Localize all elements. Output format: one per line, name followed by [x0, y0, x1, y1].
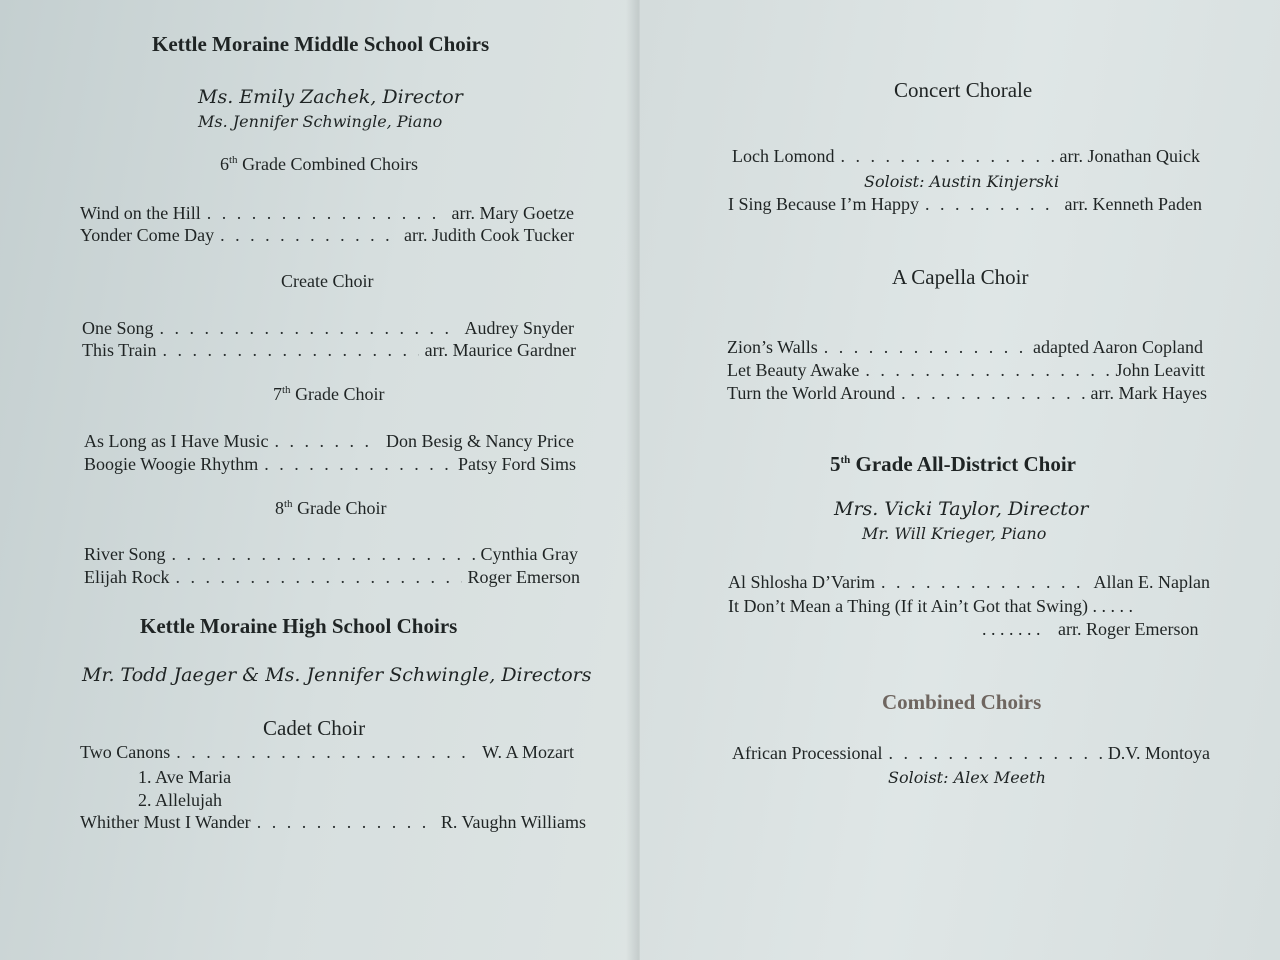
hs-directors: Mr. Todd Jaeger & Ms. Jennifer Schwingle, Directors	[82, 664, 592, 686]
chorale-soloist: Soloist: Austin Kinjerski	[864, 172, 1060, 191]
fifth-grade-heading: 5th Grade All-District Choir	[830, 452, 1076, 476]
program-row: Two Canons . . . W. A Mozart	[80, 742, 574, 763]
concert-chorale-heading: Concert Chorale	[894, 78, 1033, 102]
combined-soloist: Soloist: Alex Meeth	[888, 768, 1046, 787]
sixth-grade-heading: 6th Grade Combined Choirs	[220, 154, 419, 174]
program-row: Whither Must I Wander . . . R. Vaughn Williams	[80, 812, 586, 833]
seventh-grade-heading: 7th Grade Choir	[273, 384, 385, 404]
program-row: Wind on the Hill . . . arr. Mary Goetze	[80, 203, 574, 224]
g5-item2-title: It Don’t Mean a Thing (If it Ain’t Got that Swing) . . . . .	[728, 596, 1133, 616]
middle-school-title: Kettle Moraine Middle School Choirs	[152, 32, 490, 56]
program-row: Yonder Come Day . . . arr. Judith Cook Tucker	[80, 225, 574, 246]
acapella-heading: A Capella Choir	[892, 265, 1029, 289]
program-row: As Long as I Have Music . . . Don Besig & Nancy Price	[84, 431, 574, 452]
cadet-choir-heading: Cadet Choir	[263, 716, 366, 740]
create-choir-heading: Create Choir	[281, 271, 374, 291]
program-row: I Sing Because I’m Happy . . . arr. Kenneth Paden	[728, 194, 1202, 215]
g5-item2-leader: . . . . . . .	[982, 619, 1041, 639]
program-row: One Song . . . Audrey Snyder	[82, 318, 574, 339]
program-row: Loch Lomond . . . arr. Jonathan Quick	[732, 146, 1200, 167]
g5-piano: Mr. Will Krieger, Piano	[862, 524, 1047, 543]
ms-director: Ms. Emily Zachek, Director	[198, 86, 463, 108]
program-row: Turn the World Around . . . arr. Mark Hayes	[727, 383, 1207, 404]
high-school-title: Kettle Moraine High School Choirs	[140, 614, 458, 638]
program-row: Al Shlosha D’Varim . . . Allan E. Naplan	[728, 572, 1210, 593]
program-row: Zion’s Walls . . . adapted Aaron Copland	[727, 337, 1203, 358]
right-page	[640, 0, 1280, 960]
g5-director: Mrs. Vicki Taylor, Director	[834, 498, 1089, 520]
program-row: Boogie Woogie Rhythm . . . Patsy Ford Sims	[84, 454, 576, 475]
cadet-subitem: 1. Ave Maria	[138, 767, 232, 787]
g5-item2-composer: arr. Roger Emerson	[1058, 619, 1199, 639]
cadet-subitem: 2. Allelujah	[138, 790, 222, 810]
program-row: Elijah Rock . . . Roger Emerson	[84, 567, 580, 588]
program-row: This Train . . . arr. Maurice Gardner	[82, 340, 576, 361]
ms-piano: Ms. Jennifer Schwingle, Piano	[198, 112, 443, 131]
combined-choirs-heading: Combined Choirs	[882, 690, 1042, 714]
program-row: River Song . . . Cynthia Gray	[84, 544, 578, 565]
eighth-grade-heading: 8th Grade Choir	[275, 498, 387, 518]
program-row: Let Beauty Awake . . . John Leavitt	[727, 360, 1205, 381]
program-row: African Processional . . . D.V. Montoya	[732, 743, 1210, 764]
